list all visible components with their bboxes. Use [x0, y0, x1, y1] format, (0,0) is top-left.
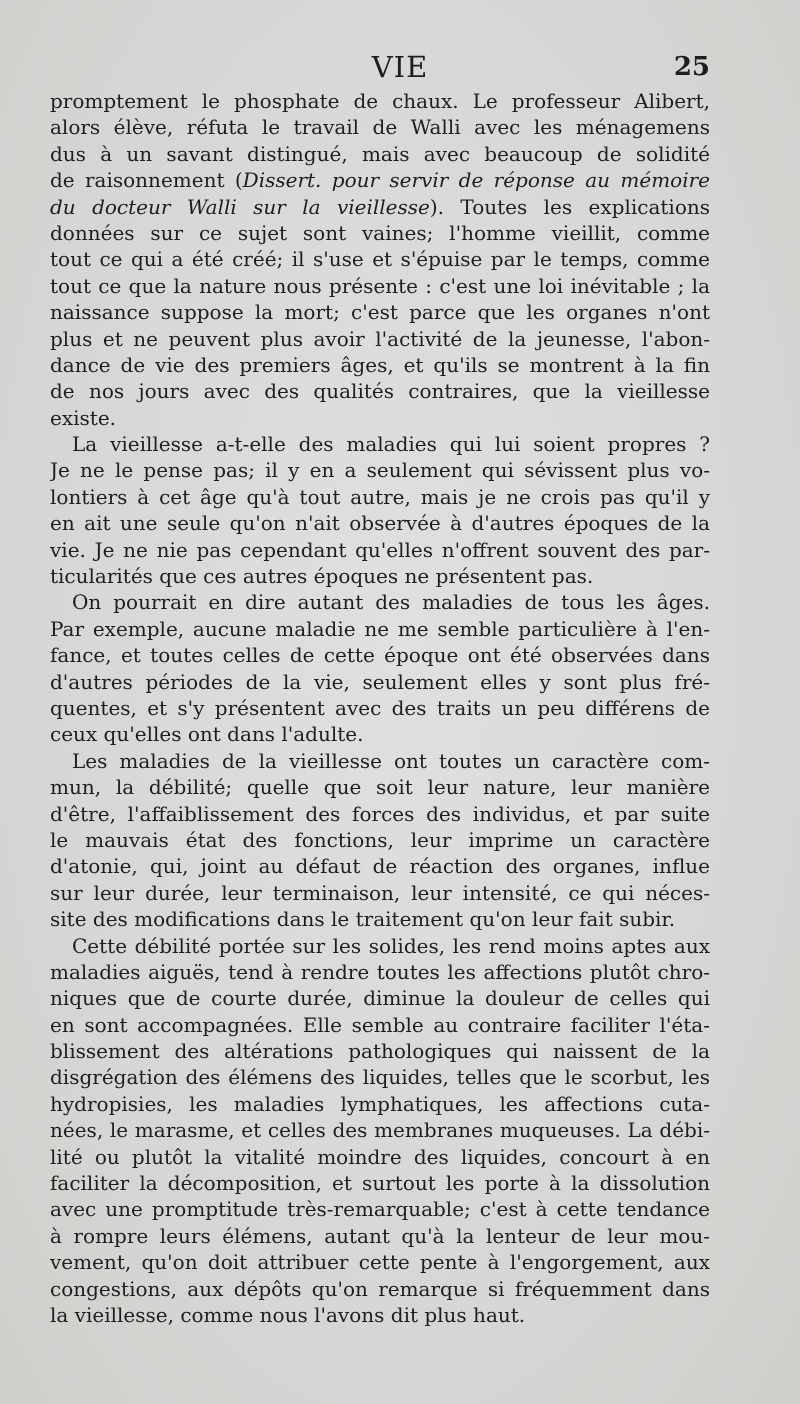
text-line: vie. Je ne nie pas cependant qu'elles n'offrent souvent des par-: [50, 537, 710, 562]
text-line: blissement des altérations pathologiques qui naissent de la: [50, 1039, 710, 1064]
paragraph: [50, 933, 710, 1329]
paragraph: [50, 88, 710, 431]
text-line: en ait une seule qu'on n'ait observée à d'autres époques de la: [50, 511, 710, 536]
text-line: à rompre leurs élémens, autant qu'à la lenteur de leur mou-: [50, 1223, 710, 1248]
page-number: 25: [673, 52, 710, 82]
text-line: alors élève, réfuta le travail de Walli avec les ménagemens: [50, 115, 710, 140]
text-line: d'autres périodes de la vie, seulement elles y sont plus fré-: [50, 669, 710, 694]
text-line: mun, la débilité; quelle que soit leur nature, leur manière: [50, 775, 710, 800]
text-line: fance, et toutes celles de cette époque ont été observées dans: [50, 643, 710, 668]
text-segment: ). Toutes les explications: [429, 194, 710, 219]
text-line: d'atonie, qui, joint au défaut de réaction des organes, influe: [50, 854, 710, 879]
text-line: existe.: [50, 405, 117, 430]
text-line: ceux qu'elles ont dans l'adulte.: [50, 722, 364, 747]
text-line: la vieillesse, comme nous l'avons dit plus haut.: [50, 1302, 526, 1327]
text-line: vement, qu'on doit attribuer cette pente à l'engorgement, aux: [50, 1250, 710, 1275]
text-line: La vieillesse a-t-elle des maladies qui lui soient propres ?: [72, 432, 710, 457]
text-line: Les maladies de la vieillesse ont toutes un caractère com-: [72, 748, 710, 773]
text-line: Je ne le pense pas; il y en a seulement qui sévissent plus vo-: [50, 458, 710, 483]
text-line: quentes, et s'y présentent avec des traits un peu différens de: [50, 695, 710, 720]
text-line: ticularités que ces autres époques ne présentent pas.: [50, 564, 594, 589]
italic-citation: du docteur Walli sur la vieillesse: [50, 194, 430, 219]
text-line: [50, 167, 710, 193]
body-text: [50, 88, 710, 1328]
running-title: VIE: [371, 50, 429, 84]
paragraph: [50, 431, 710, 589]
text-line: promptement le phosphate de chaux. Le professeur Alibert,: [50, 89, 710, 113]
text-line: tout ce que la nature nous présente : c'est une loi inévitable ; la: [50, 273, 710, 298]
text-line: lité ou plutôt la vitalité moindre des liquides, concourt à en: [50, 1144, 710, 1169]
text-line: disgrégation des élémens des liquides, telles que le scorbut, les: [50, 1065, 710, 1090]
text-line: de nos jours avec des qualités contraires, que la vieillesse: [50, 379, 710, 404]
text-line: d'être, l'affaiblissement des forces des individus, et par suite: [50, 801, 710, 826]
text-line: maladies aiguës, tend à rendre toutes les affections plutôt chro-: [50, 959, 710, 984]
text-line: avec une promptitude très-remarquable; c'est à cette tendance: [50, 1197, 710, 1222]
text-line: Par exemple, aucune maladie ne me semble particulière à l'en-: [50, 616, 710, 641]
text-line: naissance suppose la mort; c'est parce que les organes n'ont: [50, 300, 710, 325]
text-line: On pourrait en dire autant des maladies de tous les âges.: [72, 590, 710, 615]
paragraph: [50, 748, 710, 933]
text-segment: de raisonnement (: [50, 168, 243, 193]
text-line: niques que de courte durée, diminue la douleur de celles qui: [50, 986, 710, 1011]
text-line: données sur ce sujet sont vaines; l'homme vieillit, comme: [50, 220, 710, 245]
text-line: sur leur durée, leur terminaison, leur intensité, ce qui néces-: [50, 880, 710, 905]
text-line: Cette débilité portée sur les solides, les rend moins aptes aux: [72, 933, 710, 958]
italic-citation: Dissert. pour servir de réponse au mémoire: [242, 168, 710, 193]
text-line: nées, le marasme, et celles des membranes muqueuses. La débi-: [50, 1118, 710, 1143]
text-line: plus et ne peuvent plus avoir l'activité de la jeunesse, l'abon-: [50, 326, 710, 351]
text-line: dus à un savant distingué, mais avec beaucoup de solidité: [50, 141, 710, 166]
text-line: dance de vie des premiers âges, et qu'ils se montrent à la fin: [50, 352, 710, 377]
text-line: le mauvais état des fonctions, leur imprime un caractère: [50, 827, 710, 852]
text-line: [50, 194, 710, 220]
text-line: tout ce qui a été créé; il s'use et s'épuise par le temps, comme: [50, 247, 710, 272]
text-line: congestions, aux dépôts qu'on remarque si fréquemment dans: [50, 1276, 710, 1301]
text-line: lontiers à cet âge qu'à tout autre, mais je ne crois pas qu'il y: [50, 484, 710, 509]
text-line: faciliter la décomposition, et surtout les porte à la dissolution: [50, 1171, 710, 1196]
running-head: [50, 50, 750, 86]
text-line: hydropisies, les maladies lymphatiques, les affections cuta-: [50, 1091, 710, 1116]
paragraph: [50, 589, 710, 747]
text-line: site des modifications dans le traitement qu'on leur fait subir.: [50, 907, 676, 932]
text-line: en sont accompagnées. Elle semble au contraire faciliter l'éta-: [50, 1012, 710, 1037]
